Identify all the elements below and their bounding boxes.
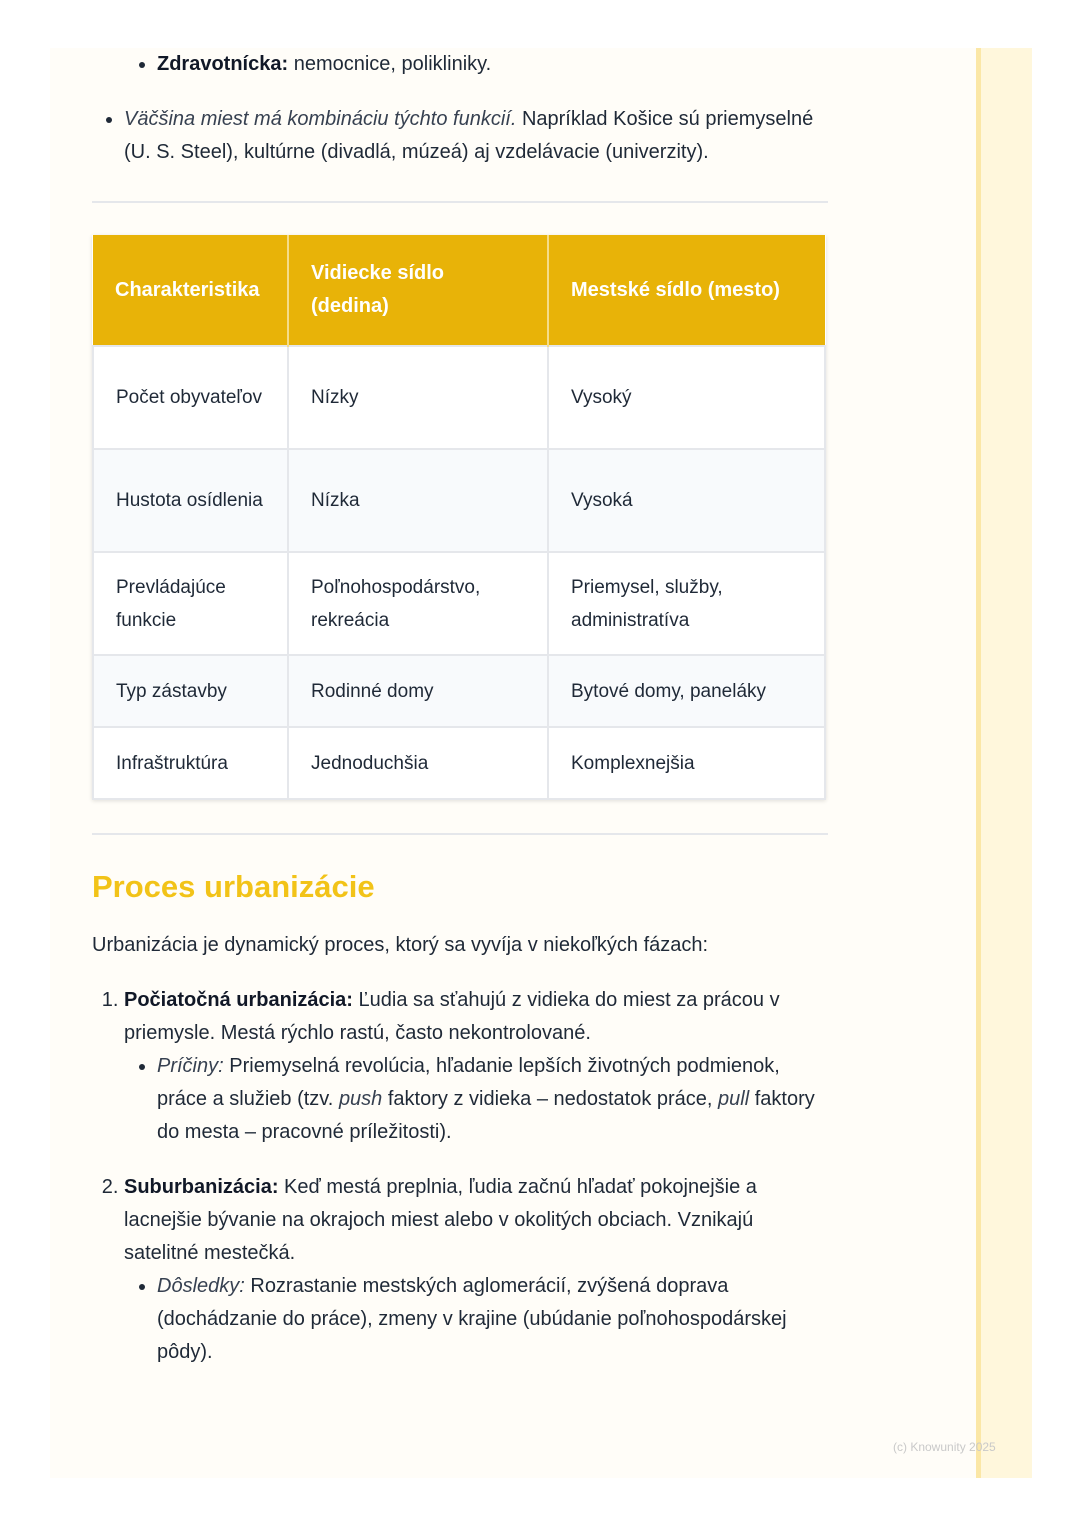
section-title: Proces urbanizácie (92, 869, 375, 904)
table-row (93, 727, 825, 799)
table-cell: Hustota osídlenia (93, 449, 288, 552)
table-cell: Infraštruktúra (93, 727, 288, 799)
table-cell: Rodinné domy (288, 655, 548, 727)
phase-text: Keď mestá preplnia, ľudia začnú hľadať pokojnejšie a lacnejšie bývanie na okrajoch miest alebo v okolitých obciach. Vznikajú satelitné mestečká. (124, 1176, 757, 1264)
sub-text: Rozrastanie mestských aglomerácií, zvýšená doprava (dochádzanie do práce), zmeny v krajine (ubúdanie poľnohospodárskej pôdy). (157, 1275, 787, 1363)
table-header: Charakteristika (93, 235, 288, 346)
table-row (93, 655, 825, 727)
functions-list (92, 103, 828, 169)
phase-item (124, 1171, 828, 1369)
table-header: Mestské sídlo (mesto) (548, 235, 825, 346)
list-item (157, 1270, 828, 1369)
table-cell: Komplexnejšia (548, 727, 825, 799)
table-cell: Počet obyvateľov (93, 346, 288, 449)
combo-italic: Väčšina miest má kombináciu týchto funkcií. (124, 108, 517, 130)
copyright-footer: (c) Knowunity 2025 (893, 1440, 996, 1454)
phases-list (92, 984, 828, 1369)
table-row (93, 552, 825, 655)
push-term: push (338, 1088, 383, 1110)
table-cell: Prevládajúce funkcie (93, 552, 288, 655)
comparison-table (92, 235, 826, 800)
sub-text: faktory do mesta – pracovné príležitosti). (157, 1088, 815, 1143)
list-item (157, 1050, 828, 1149)
sub-label: Dôsledky: (157, 1275, 245, 1297)
combo-text: Napríklad Košice sú priemyselné (U. S. Steel), kultúrne (divadlá, múzeá) aj vzdelávacie (univerzity). (124, 108, 814, 163)
divider (92, 201, 828, 203)
document-content (92, 48, 828, 1391)
table-header: Vidiecke sídlo (dedina) (288, 235, 548, 346)
section-intro: Urbanizácia je dynamický proces, ktorý sa vyvíja v niekoľkých fázach: (92, 934, 709, 956)
side-strip (976, 48, 1032, 1478)
divider (92, 833, 828, 835)
table-cell: Vysoká (548, 449, 825, 552)
health-text: nemocnice, polikliniky. (288, 53, 492, 75)
sub-text: faktory z vidieka – nedostatok práce, (382, 1088, 719, 1110)
list-item (157, 48, 828, 81)
table-cell: Jednoduchšia (288, 727, 548, 799)
sub-label: Príčiny: (157, 1055, 224, 1077)
table-cell: Priemysel, služby, administratíva (548, 552, 825, 655)
health-label: Zdravotnícka: (157, 53, 289, 75)
table-row (93, 346, 825, 449)
phase-item (124, 984, 828, 1149)
phase-label: Počiatočná urbanizácia: (124, 989, 353, 1011)
phase-sublist (124, 1270, 828, 1369)
sub-text: Priemyselná revolúcia, hľadanie lepších životných podmienok, práce a služieb (tzv. (157, 1055, 780, 1110)
phase-sublist (124, 1050, 828, 1149)
phase-label: Suburbanizácia: (124, 1176, 279, 1198)
phase-text: Ľudia sa sťahujú z vidieka do miest za prácou v priemysle. Mestá rýchlo rastú, často nekontrolované. (124, 989, 780, 1044)
list-item (124, 103, 828, 169)
table-cell: Bytové domy, paneláky (548, 655, 825, 727)
table-cell: Nízky (288, 346, 548, 449)
table-header-row (93, 235, 825, 346)
table-cell: Vysoký (548, 346, 825, 449)
table-cell: Poľnohospodárstvo, rekreácia (288, 552, 548, 655)
table-row (93, 449, 825, 552)
table-cell: Nízka (288, 449, 548, 552)
functions-sublist (92, 48, 828, 81)
table-cell: Typ zástavby (93, 655, 288, 727)
pull-term: pull (718, 1088, 750, 1110)
